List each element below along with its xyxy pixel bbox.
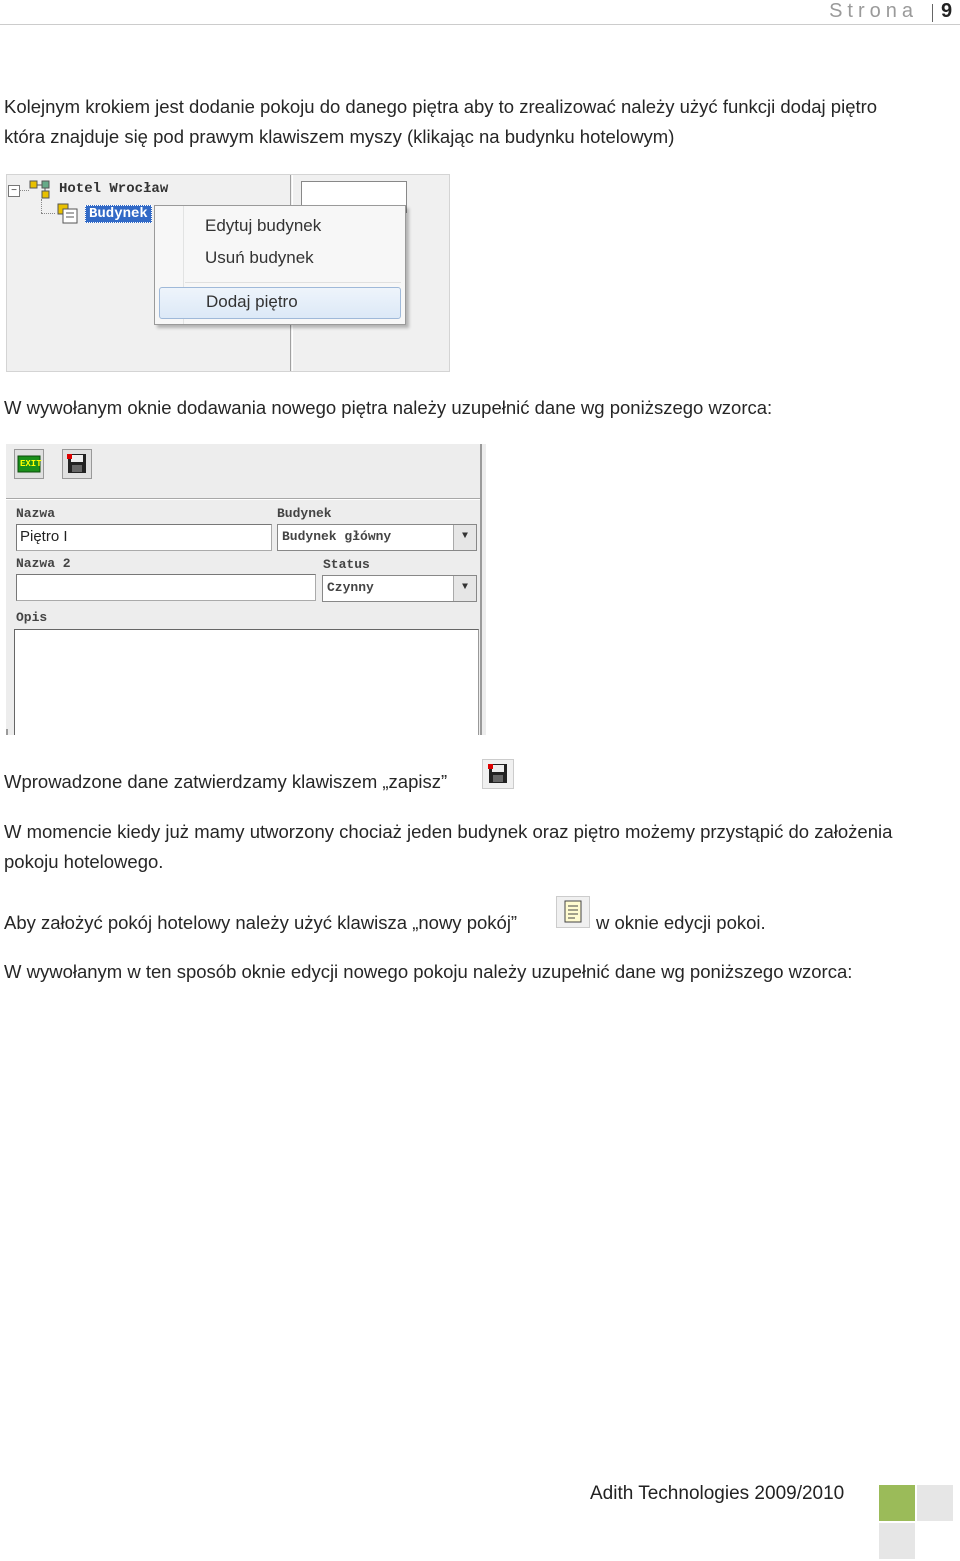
nazwa-label: Nazwa [16, 506, 56, 521]
save-button[interactable] [62, 449, 92, 479]
context-menu [154, 205, 406, 325]
nazwa2-label: Nazwa 2 [16, 556, 71, 571]
paragraph-4-line-1: W momencie kiedy już mamy utworzony chociaż jeden budynek oraz piętro możemy przystąpić do założenia [4, 821, 893, 842]
menu-item-add-floor[interactable] [159, 287, 401, 319]
footer-text: Adith Technologies 2009/2010 [590, 1483, 845, 1504]
paragraph-5-before: Aby założyć pokój hotelowy należy użyć klawisza „nowy pokój” [4, 912, 518, 933]
chevron-down-icon[interactable]: ▼ [453, 576, 476, 601]
menu-item-delete-building[interactable]: Usuń budynek [205, 248, 314, 267]
floppy-disk-icon [63, 450, 91, 478]
save-icon-inline [482, 759, 514, 789]
paragraph-3: Wprowadzone dane zatwierdzamy klawiszem „zapisz” [4, 771, 448, 792]
tree-context-menu-screenshot [6, 174, 450, 372]
opis-label: Opis [16, 610, 48, 625]
footer-decoration-gray-2 [879, 1523, 915, 1559]
page-number: 9 [941, 0, 953, 22]
nazwa2-input[interactable] [16, 574, 316, 601]
document-icon [557, 897, 589, 927]
paragraph-4-line-2: pokoju hotelowego. [4, 851, 164, 872]
floor-form-screenshot [6, 444, 486, 735]
footer-decoration-gray-1 [917, 1485, 953, 1521]
exit-button[interactable] [14, 449, 44, 479]
hotel-icon [29, 179, 51, 201]
building-icon [57, 203, 79, 225]
collapse-icon[interactable]: − [8, 185, 20, 197]
page-header-label: Strona [829, 0, 918, 22]
budynek-label: Budynek [277, 506, 332, 521]
paragraph-6: W wywołanym w ten sposób oknie edycji nowego pokoju należy uzupełnić dane wg poniższego wzorca: [4, 961, 853, 982]
exit-button-label: EXIT [20, 459, 42, 469]
paragraph-1-line-1: Kolejnym krokiem jest dodanie pokoju do danego piętra aby to zrealizować należy użyć funkcji dodaj piętro [4, 96, 878, 117]
footer-decoration-green [879, 1485, 915, 1521]
chevron-down-icon[interactable]: ▼ [453, 525, 476, 550]
budynek-select-value: Budynek główny [282, 529, 392, 544]
paragraph-2: W wywołanym oknie dodawania nowego piętra należy uzupełnić dane wg poniższego wzorca: [4, 397, 773, 418]
header-separator [932, 4, 933, 22]
menu-item-edit-building[interactable]: Edytuj budynek [205, 216, 322, 235]
tree-child-selected[interactable]: Budynek [85, 205, 152, 223]
nazwa-input[interactable]: Piętro I [16, 524, 272, 551]
header-rule [0, 24, 960, 25]
new-room-icon [556, 896, 590, 928]
tree-root-label[interactable]: Hotel Wrocław [59, 181, 169, 197]
paragraph-1-line-2: która znajduje się pod prawym klawiszem myszy (klikając na budynku hotelowym) [4, 126, 675, 147]
menu-item-add-floor-label: Dodaj piętro [206, 292, 298, 311]
floppy-disk-icon [483, 760, 513, 788]
paragraph-5-after: w oknie edycji pokoi. [596, 912, 766, 933]
opis-textarea[interactable] [14, 629, 479, 735]
status-select-value: Czynny [327, 580, 374, 595]
budynek-select[interactable] [277, 524, 477, 551]
status-label: Status [323, 557, 370, 572]
status-select[interactable] [322, 575, 477, 602]
